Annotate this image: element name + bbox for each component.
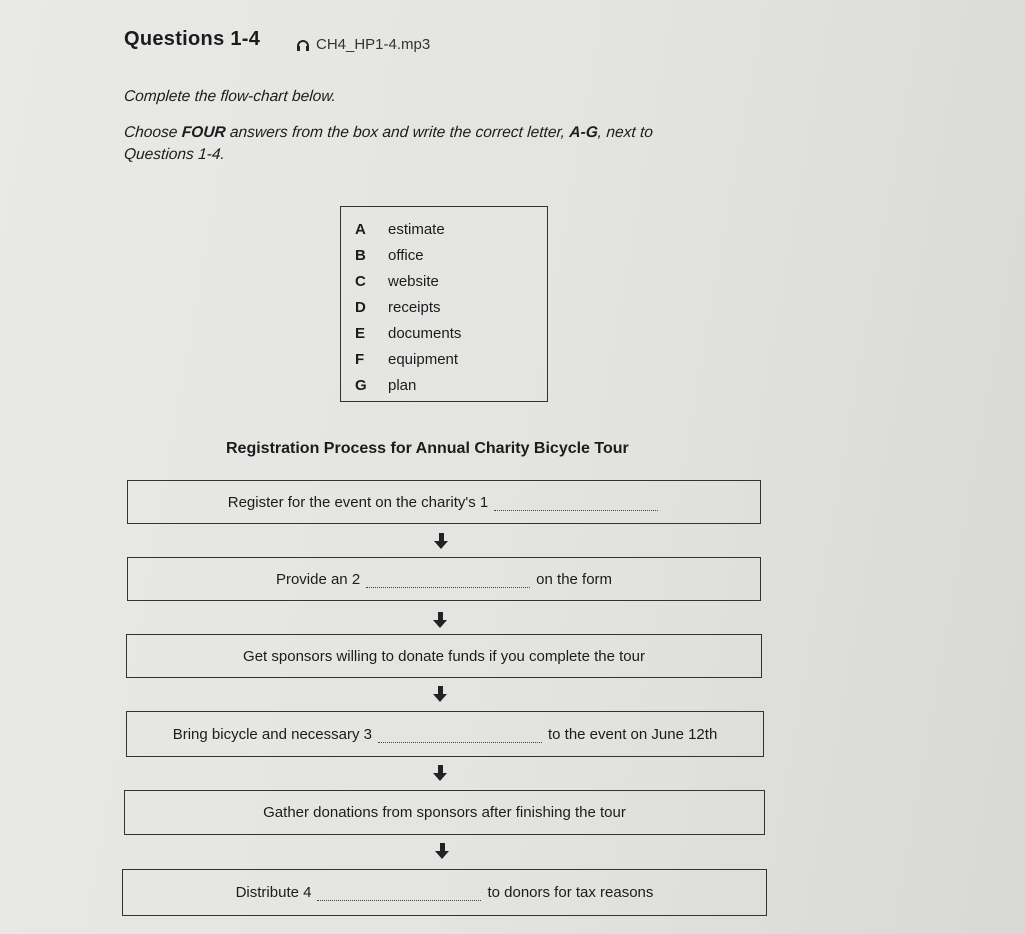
step-text: to the event on June 12th bbox=[547, 725, 718, 743]
answer-1-input[interactable] bbox=[494, 494, 658, 511]
flow-step-6 bbox=[122, 869, 767, 916]
instruction-line-1: Complete the flow-chart below. bbox=[123, 88, 337, 105]
flowchart-title: Registration Process for Annual Charity Bicycle Tour bbox=[226, 440, 629, 457]
option-b: B office bbox=[355, 247, 424, 264]
option-g: G plan bbox=[355, 377, 417, 394]
option-c: C website bbox=[355, 273, 439, 290]
answer-2-input[interactable] bbox=[366, 571, 530, 588]
flow-step-5 bbox=[124, 790, 765, 835]
audio-filename: CH4_HP1-4.mp3 bbox=[316, 36, 431, 53]
flow-step-2 bbox=[127, 557, 761, 601]
flow-step-3 bbox=[126, 634, 762, 678]
instruction-line-2 bbox=[123, 124, 653, 142]
options-box bbox=[340, 206, 548, 402]
option-f: F equipment bbox=[355, 351, 459, 368]
option-e: E documents bbox=[355, 325, 462, 342]
text: A-G bbox=[568, 124, 599, 141]
text: Choose bbox=[123, 124, 183, 141]
questions-title: Questions 1-4 bbox=[124, 28, 261, 50]
answer-4-input[interactable] bbox=[317, 884, 481, 901]
instruction-line-3: Questions 1-4. bbox=[123, 146, 226, 163]
audio-link[interactable] bbox=[296, 36, 430, 53]
text: FOUR bbox=[181, 124, 227, 141]
headphones-icon bbox=[296, 39, 310, 51]
step-text: Distribute 4 bbox=[235, 884, 312, 901]
step-text: Register for the event on the charity's 1 bbox=[227, 493, 489, 511]
answer-3-input[interactable] bbox=[378, 726, 542, 743]
step-text: Provide an 2 bbox=[275, 570, 361, 588]
option-a: A estimate bbox=[355, 221, 445, 238]
text: answers from the box and write the correct letter, bbox=[225, 124, 571, 141]
step-text: Get sponsors willing to donate funds if you complete the tour bbox=[243, 647, 645, 665]
step-text: Bring bicycle and necessary 3 bbox=[172, 725, 372, 743]
option-d: D receipts bbox=[355, 299, 441, 316]
step-text: Gather donations from sponsors after finishing the tour bbox=[263, 804, 626, 821]
text: , next to bbox=[597, 124, 654, 141]
step-text: to donors for tax reasons bbox=[487, 884, 654, 901]
flow-step-1 bbox=[127, 480, 761, 524]
flow-step-4 bbox=[126, 711, 764, 757]
step-text: on the form bbox=[536, 570, 613, 588]
